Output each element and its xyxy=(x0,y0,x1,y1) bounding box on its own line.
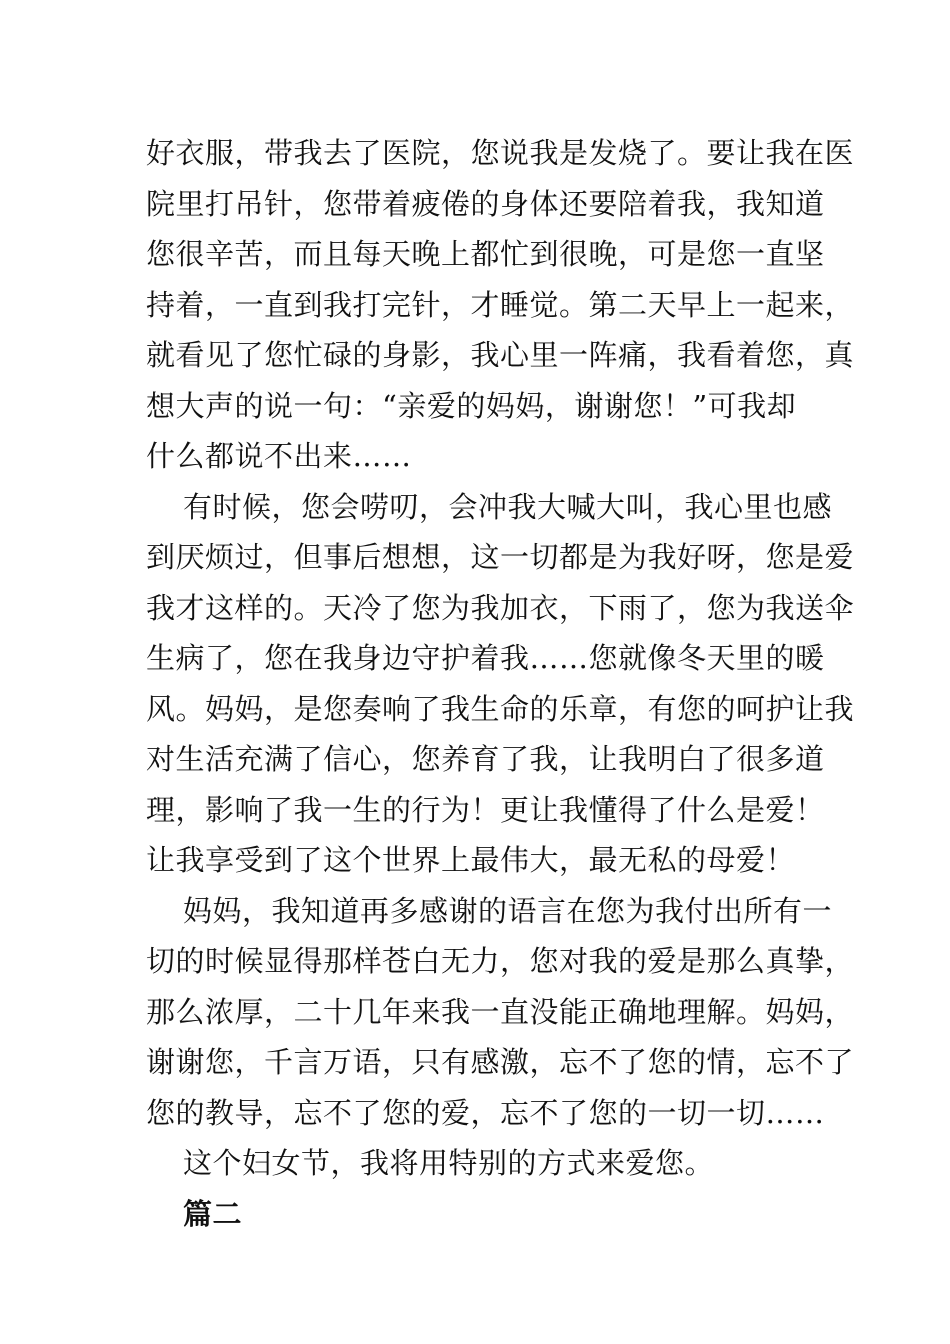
text-line: 谢谢您，千言万语，只有感激，忘不了您的情，忘不了 xyxy=(146,1045,855,1079)
text-line: 想大声的说一句：“亲爱的妈妈，谢谢您！”可我却 xyxy=(146,388,797,423)
text-line: 您的教导，忘不了您的爱，忘不了您的一切一切…… xyxy=(146,1095,825,1130)
text-line: 院里打吊针，您带着疲倦的身体还要陪着我，我知道 xyxy=(146,186,825,221)
text-line: 风。妈妈，是您奏响了我生命的乐章，有您的呵护让我 xyxy=(146,691,855,726)
text-line: 理，影响了我一生的行为！更让我懂得了什么是爱！ xyxy=(146,792,825,827)
paragraph-start-line: 妈妈，我知道再多感谢的语言在您为我付出所有一 xyxy=(183,893,833,928)
text-line: 什么都说不出来…… xyxy=(146,439,412,473)
paragraph-start-line: 有时候，您会唠叨，会冲我大喊大叫，我心里也感 xyxy=(183,489,833,524)
text-line: 生病了，您在我身边守护着我……您就像冬天里的暖 xyxy=(146,641,825,675)
text-line: 切的时候显得那样苍白无力，您对我的爱是那么真挚， xyxy=(146,944,855,978)
section-heading: 篇二 xyxy=(183,1196,243,1231)
text-line: 对生活充满了信心，您养育了我，让我明白了很多道 xyxy=(146,742,825,776)
text-line: 我才这样的。天冷了您为我加衣，下雨了，您为我送伞 xyxy=(146,590,855,625)
text-line: 就看见了您忙碌的身影，我心里一阵痛，我看着您，真 xyxy=(146,338,855,372)
text-line: 您很辛苦，而且每天晚上都忙到很晚，可是您一直坚 xyxy=(146,237,825,271)
document-body xyxy=(146,128,855,1239)
text-line: 到厌烦过，但事后想想，这一切都是为我好呀，您是爱 xyxy=(146,540,855,574)
text-line: 好衣服，带我去了医院，您说我是发烧了。要让我在医 xyxy=(146,136,855,170)
text-line: 让我享受到了这个世界上最伟大，最无私的母爱！ xyxy=(146,843,796,877)
text-line: 持着，一直到我打完针，才睡觉。第二天早上一起来， xyxy=(146,287,855,322)
text-line: 那么浓厚，二十几年来我一直没能正确地理解。妈妈， xyxy=(146,994,855,1029)
paragraph-start-line: 这个妇女节，我将用特别的方式来爱您。 xyxy=(183,1146,715,1180)
